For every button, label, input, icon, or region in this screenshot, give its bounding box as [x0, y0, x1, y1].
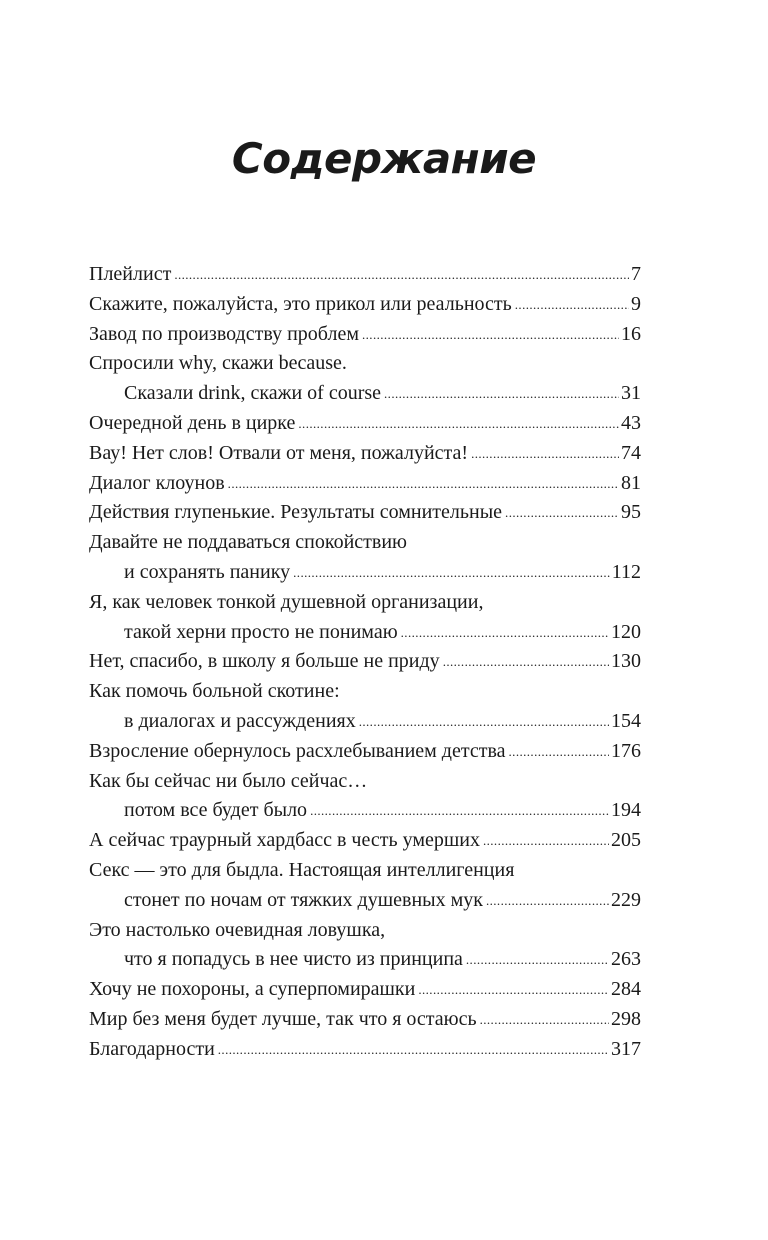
dot-leader — [471, 439, 619, 469]
toc-page-number: 263 — [611, 948, 641, 971]
toc-page-number: 31 — [621, 382, 641, 405]
toc-entry — [89, 320, 641, 350]
toc-entry — [89, 737, 641, 767]
toc-entry — [89, 767, 641, 797]
toc-page-number: 43 — [621, 411, 641, 434]
toc-page-number: 298 — [611, 1007, 641, 1030]
toc-page-number: 229 — [611, 888, 641, 911]
dot-leader — [384, 379, 619, 409]
toc-entry-title: Действия глупенькие. Результаты сомнительные — [89, 501, 503, 524]
dot-leader — [359, 707, 609, 737]
toc-entry-title: Хочу не похороны, а суперпомирашки — [89, 978, 416, 1001]
dot-leader — [218, 1035, 609, 1065]
toc-entry-title-cont: стонет по ночам от тяжких душевных мук — [124, 888, 483, 911]
toc-entry-title: Как бы сейчас ни было сейчас… — [89, 769, 368, 792]
toc-entry — [89, 856, 641, 886]
toc-entry-title: Вау! Нет слов! Отвали от меня, пожалуйста! — [89, 441, 469, 464]
toc-entry — [89, 647, 641, 677]
dot-leader — [486, 886, 609, 916]
page-title: Содержание — [231, 134, 537, 183]
toc-page-number: 9 — [631, 292, 641, 315]
toc-entry — [89, 916, 641, 946]
toc-entry-title: А сейчас траурный хардбасс в честь умерших — [89, 829, 480, 852]
toc-entry-title: Нет, спасибо, в школу я больше не приду — [89, 650, 440, 673]
toc-entry-title: Взросление обернулось расхлебыванием детства — [89, 739, 506, 762]
dot-leader — [401, 618, 609, 648]
toc-entry — [89, 409, 641, 439]
toc-page-number: 74 — [621, 441, 641, 464]
toc-entry-title-cont: что я попадусь в нее чисто из принципа — [124, 948, 463, 971]
toc-entry-continuation — [89, 886, 641, 916]
toc-entry — [89, 1005, 641, 1035]
toc-entry-title-cont: и сохранять панику — [124, 560, 291, 583]
toc-page-number: 317 — [611, 1037, 641, 1060]
toc-entry-continuation — [89, 379, 641, 409]
table-of-contents — [89, 260, 641, 1065]
toc-entry-title: Спросили why, скажи because. — [89, 352, 347, 375]
toc-entry-continuation — [89, 558, 641, 588]
toc-entry-continuation — [89, 796, 641, 826]
toc-entry — [89, 469, 641, 499]
dot-leader — [515, 290, 629, 320]
toc-entry-title: Скажите, пожалуйста, это прикол или реальность — [89, 292, 512, 315]
dot-leader — [228, 469, 619, 499]
dot-leader — [418, 975, 609, 1005]
toc-entry — [89, 290, 641, 320]
toc-entry-title-cont: Сказали drink, скажи of course — [124, 382, 382, 405]
toc-entry-title: Очередной день в цирке — [89, 411, 296, 434]
toc-entry-title: Это настолько очевидная ловушка, — [89, 918, 386, 941]
toc-entry-title-cont: потом все будет было — [124, 799, 308, 822]
toc-entry — [89, 826, 641, 856]
toc-page-number: 194 — [611, 799, 641, 822]
dot-leader — [466, 945, 609, 975]
toc-page-number: 284 — [611, 978, 641, 1001]
toc-page-number: 130 — [611, 650, 641, 673]
dot-leader — [443, 647, 609, 677]
toc-entry-continuation — [89, 707, 641, 737]
toc-entry-title: Мир без меня будет лучше, так что я остаюсь — [89, 1007, 477, 1030]
toc-entry — [89, 498, 641, 528]
dot-leader — [298, 409, 619, 439]
dot-leader — [362, 320, 619, 350]
toc-page-number: 16 — [621, 322, 641, 345]
dot-leader — [293, 558, 610, 588]
dot-leader — [509, 737, 609, 767]
toc-page-number: 176 — [611, 739, 641, 762]
toc-page-number: 154 — [611, 709, 641, 732]
toc-entry — [89, 439, 641, 469]
toc-entry — [89, 975, 641, 1005]
toc-entry-title: Давайте не поддаваться спокойствию — [89, 531, 407, 554]
toc-entry — [89, 1035, 641, 1065]
toc-entry — [89, 260, 641, 290]
toc-entry-title: Плейлист — [89, 263, 172, 285]
toc-entry-title: Завод по производству проблем — [89, 322, 359, 345]
dot-leader — [483, 826, 609, 856]
toc-page-number: 7 — [631, 263, 641, 285]
dot-leader — [505, 498, 619, 528]
toc-entry — [89, 349, 641, 379]
toc-entry-title: Я, как человек тонкой душевной организации, — [89, 590, 484, 613]
toc-entry — [89, 677, 641, 707]
toc-entry — [89, 528, 641, 558]
toc-entry-title: Как помочь больной скотине: — [89, 680, 340, 703]
toc-entry-title-cont: в диалогах и рассуждениях — [124, 709, 356, 732]
toc-entry-title: Благодарности — [89, 1037, 215, 1060]
toc-page-number: 95 — [621, 501, 641, 524]
dot-leader — [480, 1005, 609, 1035]
toc-page-number: 120 — [611, 620, 641, 643]
toc-entry-title: Диалог клоунов — [89, 471, 225, 494]
dot-leader — [310, 796, 609, 826]
toc-page-number: 112 — [611, 560, 641, 583]
toc-entry-title: Секс — это для быдла. Настоящая интеллигенция — [89, 858, 515, 881]
toc-entry-continuation — [89, 945, 641, 975]
toc-page-number: 81 — [621, 471, 641, 494]
toc-page-number: 205 — [611, 829, 641, 852]
toc-entry-continuation — [89, 618, 641, 648]
toc-entry-title-cont: такой херни просто не понимаю — [124, 620, 398, 643]
toc-entry — [89, 588, 641, 618]
dot-leader — [174, 260, 629, 290]
